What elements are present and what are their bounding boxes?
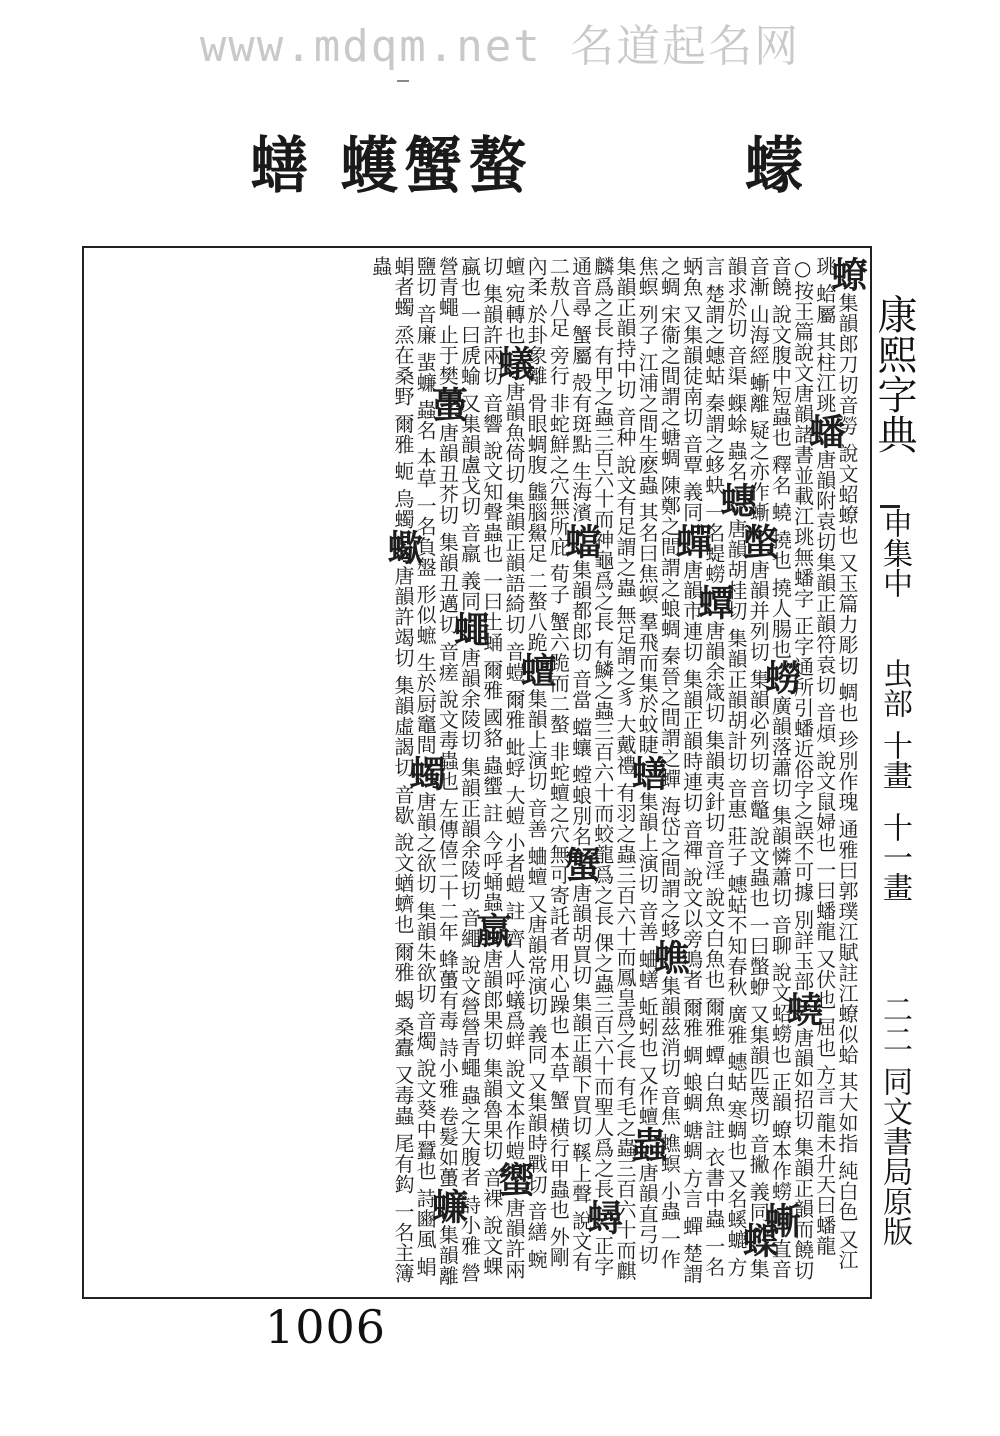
entry-headword: 蟲 bbox=[626, 1126, 669, 1163]
entry-definition: 唐韻市連切 集韻正韻時連切 音禪 說文以旁鳴者 爾雅 蜩 蜋蜩 螗蜩 方言 蟬 楚謂之蜩 宋衞之間謂之螗蜩 陳鄭之間謂之蜋蜩 秦晉之間謂之蟬 海岱之間謂之蛥 bbox=[657, 256, 704, 1284]
entry-definition: 唐韻許竭切 集韻虛謁切 音歇 說文蝤蠐也 爾雅 蝎 桑蠹 又毒蟲 尾有鈎 一名主簿蟲 bbox=[368, 256, 415, 1284]
entry-definition: 唐韻直弓切 集韻正韻持中切 音种 說文有足謂之蟲 無足謂之豸 大戴禮 有羽之蟲三百六十而鳳皇爲之長 有毛之蟲三百六十而麒麟爲之長 有甲之蟲三百六十而神龜爲之長 有鱗之蟲三百六十而蛟龍爲之長 倮之蟲三百六十而聖人爲之長 bbox=[590, 256, 660, 1282]
entry-headword: 蟧 bbox=[759, 659, 802, 696]
entry-definition: 唐韻之欲切 集韻朱欲切 音燭 說文葵中蠶也 詩豳風 蜎蜎者蠋 烝在桑野 爾雅 蚅 烏蠋 bbox=[390, 256, 438, 1277]
entry-headword: 蠃 bbox=[470, 912, 513, 949]
seal-script-heading-right: 蠓 bbox=[745, 129, 810, 201]
entry-definition: 唐韻胡桂切 集韻正韻胡計切 音惠 莊子 蟪蛄不知春秋 廣雅 蟪蛄 寒蜩也 又名螇螰 方言 楚謂之蟪蛄 秦謂之蛥蚗 一名蝭蟧 bbox=[701, 256, 748, 1277]
entry-headword: 蠍 bbox=[381, 529, 424, 566]
stroke-label-10: 十畫 bbox=[877, 730, 912, 790]
entry-headword: 蠊 bbox=[426, 1187, 469, 1225]
entry-definition: 廣韻落蕭切 集韻憐蕭切 音聊 說文蛁蟧也 正韻 蟟本作蟧 bbox=[768, 695, 793, 1202]
seal-script-heading-left: 蟮 蠖蟹螯 bbox=[250, 129, 533, 201]
radical-label: 虫部 bbox=[877, 658, 912, 718]
entry-definition: 唐韻丑芥切 集韻丑邁切 音瘥 說文毒蟲也 左傳僖二十二年 蜂蠆有毒 詩小雅 卷髮如蠆 bbox=[435, 422, 460, 1188]
entry-definition: 集韻都郎切 音當 蟷蠰 螳蜋別名 bbox=[568, 559, 593, 847]
entry-headword: 蟟 bbox=[826, 256, 868, 293]
entry-definition: 唐韻并列切 集韻必列切 音鼈 說文蟲也 一曰蟞蛜 又集韻匹蔑切 音撇 義同 bbox=[746, 559, 771, 1223]
entry-headword: 蠁 bbox=[492, 1160, 535, 1198]
watermark-text: www.mdqm.net 名道起名网 bbox=[199, 21, 801, 72]
dictionary-entry bbox=[626, 754, 669, 1127]
entry-definition: 集韻離鹽切 音廉 蜚蠊 蟲名 本草 一名負盤 形似蟅 生於厨竈間 bbox=[413, 256, 460, 1286]
publisher-label: 同文書局原版 bbox=[877, 1066, 912, 1246]
running-header bbox=[868, 246, 920, 1295]
dictionary-entry bbox=[737, 522, 780, 1223]
entry-definition: 唐韻許兩切 集韻許兩切 音響 說文知聲蟲也 一曰土蛹 爾雅 國貉 蟲蠁 註 今呼蛹蟲 bbox=[479, 256, 526, 1280]
entry-headword: 蟞 bbox=[737, 522, 780, 560]
entry-definition: 唐韻余陵切 集韻正韻余陵切 音繩 說文營營青蠅 蟲之大腹者 詩小雅 營營青蠅 止于樊 bbox=[435, 256, 482, 1284]
book-title: 康熙字典 bbox=[871, 294, 917, 454]
entry-definition: 唐韻附袁切集韻正韻符袁切 音煩 說文鼠婦也 一曰蟠龍 又伏也 屈也 方言 龍未升天曰蟠龍 ○按王篇說文唐韻諸書並載江珧無蟠字 正字通所引蟠近俗字之誤不可據 別詳玉部 bbox=[790, 256, 837, 1257]
entry-headword: 蟮 bbox=[626, 754, 669, 792]
entry-headword: 蟺 bbox=[515, 652, 558, 689]
entry-headword: 蟫 bbox=[692, 584, 735, 621]
entry-definition: 集韻上演切 音善 蛐蟮 蚯蚓也 又作蟺 bbox=[635, 791, 660, 1127]
entry-definition: 唐韻如招切 集韻正韻而饒切 音饒 說文腹中短蟲也 釋名 蟯 撓也 撓人腸也 bbox=[768, 256, 815, 1281]
entry-headword: 蟯 bbox=[781, 991, 824, 1028]
entry-definition: 唐韻胡買切 集韻正韻下買切 鞵上聲 說文有二敖八足 旁行 非蛇鮮之穴無所庇 荀子 蟹六跪而二螯 非蛇蟺之穴無可寄託者 用心躁也 本草 蟹 横行甲蟲也 外剛內柔 於卦象離 骨眼蜩腹 䘅腦鱟足 二螯八跪 bbox=[524, 256, 593, 1273]
entry-definition: 唐韻魚倚切 集韻正韻語綺切 音螘 爾雅 蚍蜉 大螘 小者螘 註 齊人呼蟻爲蛘 說文本作螘 bbox=[501, 381, 526, 1161]
entry-definition: 正字通音尋 蟹屬 殻有斑點 生海濱 bbox=[568, 256, 615, 1277]
entry-definition: 集韻茲消切 音焦 蟭螟 小蟲 一作焦螟 列子 江浦之間生麽蟲 其名曰焦螟 羣飛而集於蚊睫 bbox=[635, 256, 682, 1270]
entry-definition: 唐韻余箴切 集韻夷針切 音淫 說文白魚也 爾雅 蟫 白魚 註 衣書中蟲 一名蛃魚 又集韻徒南切 音覃 義同 bbox=[679, 256, 726, 1277]
entry-headword: 螹 bbox=[759, 1201, 802, 1239]
dictionary-entry bbox=[759, 659, 802, 1202]
top-tick-mark bbox=[397, 80, 409, 82]
stroke-label-11: 十一畫 bbox=[877, 812, 912, 902]
entry-definition: 集韻上演切 音善 蛐蟺 又唐韻常演切 義同 又集韻時戰切 音繕 蜿蟺 宛轉也 bbox=[501, 256, 549, 1270]
entry-definition: 集韻求於切 音渠 蟝蜍 蟲名 bbox=[723, 256, 771, 1280]
dictionary-entries bbox=[92, 256, 868, 1286]
entry-headword: 蠅 bbox=[448, 611, 491, 648]
entry-definition: 集韻郎刀切音勞 說文蛁蟟也 又玉篇力彫切 蜩也 珍別作瑰 通雅曰郭璞江賦註江蟟似蛤 其大如指 純白色 又江珧 蛤屬 其柱江珧 bbox=[812, 256, 859, 1270]
entry-headword: 蠋 bbox=[404, 755, 447, 792]
entry-headword: 蠆 bbox=[426, 385, 469, 423]
entry-headword: 蟳 bbox=[581, 1199, 624, 1236]
volume-page-number: 二二 bbox=[877, 994, 912, 1054]
entry-definition: 唐韻郎果切 集韻魯果切 音裸 說文蜾蠃也 一曰虒蝓 又集韻盧戈切 音羸 義同 bbox=[457, 256, 504, 1277]
entry-headword: 蟠 bbox=[803, 413, 846, 450]
entry-headword: 蟻 bbox=[492, 344, 535, 382]
dictionary-entry bbox=[559, 522, 602, 847]
entry-headword: 蟬 bbox=[670, 522, 713, 560]
entry-headword: 蟝 bbox=[737, 1222, 780, 1259]
entry-headword: 蟹 bbox=[559, 846, 602, 883]
entry-headword: 蟷 bbox=[559, 522, 602, 560]
page-number: 1006 bbox=[265, 1300, 387, 1354]
collection-label: 申集中 bbox=[877, 508, 912, 598]
entry-definition: 直音音漸 山海經 螹離 疑之亦作螹 bbox=[746, 256, 793, 1280]
entry-headword: 蟭 bbox=[648, 939, 691, 976]
entry-headword: 蟪 bbox=[714, 481, 757, 519]
